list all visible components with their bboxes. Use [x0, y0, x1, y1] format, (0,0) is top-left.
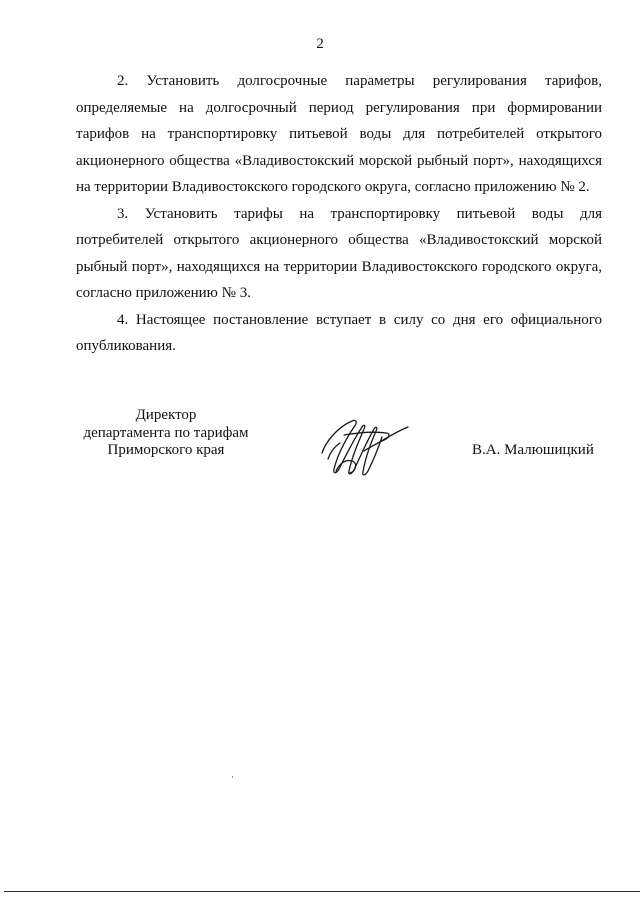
- signatory-name: В.А. Малюшицкий: [472, 442, 594, 458]
- page-number: 2: [316, 36, 324, 52]
- handwritten-signature: [316, 413, 412, 481]
- scan-speck: [232, 776, 233, 778]
- position-line-1: Директор: [135, 407, 197, 423]
- paragraph-2: 2. Установить долгосрочные параметры регулирования тарифов, определяемые на долгосрочный период регулирования при формировании тарифов на транспортировку питьевой воды для потребителей открытого акционерного общества «Владивостокский морской рыбный порт», находящихся на территории Владивостокского городского округа, согласно приложению № 2.: [76, 73, 602, 195]
- paragraph-4: 4. Настоящее постановление вступает в силу со дня его официального опубликования.: [76, 311, 602, 354]
- paragraph-3: 3. Установить тарифы на транспортировку питьевой воды для потребителей открытого акционерного общества «Владивостокский морской рыбный порт», находящихся на территории Владивостокского городского округа, согласно приложению № 3.: [76, 205, 602, 301]
- position-line-3: Приморского края: [107, 442, 225, 458]
- document-body: [76, 68, 602, 360]
- signatory-position: [76, 407, 256, 460]
- page-bottom-edge: [4, 891, 640, 892]
- position-line-2: департамента по тарифам: [83, 424, 249, 441]
